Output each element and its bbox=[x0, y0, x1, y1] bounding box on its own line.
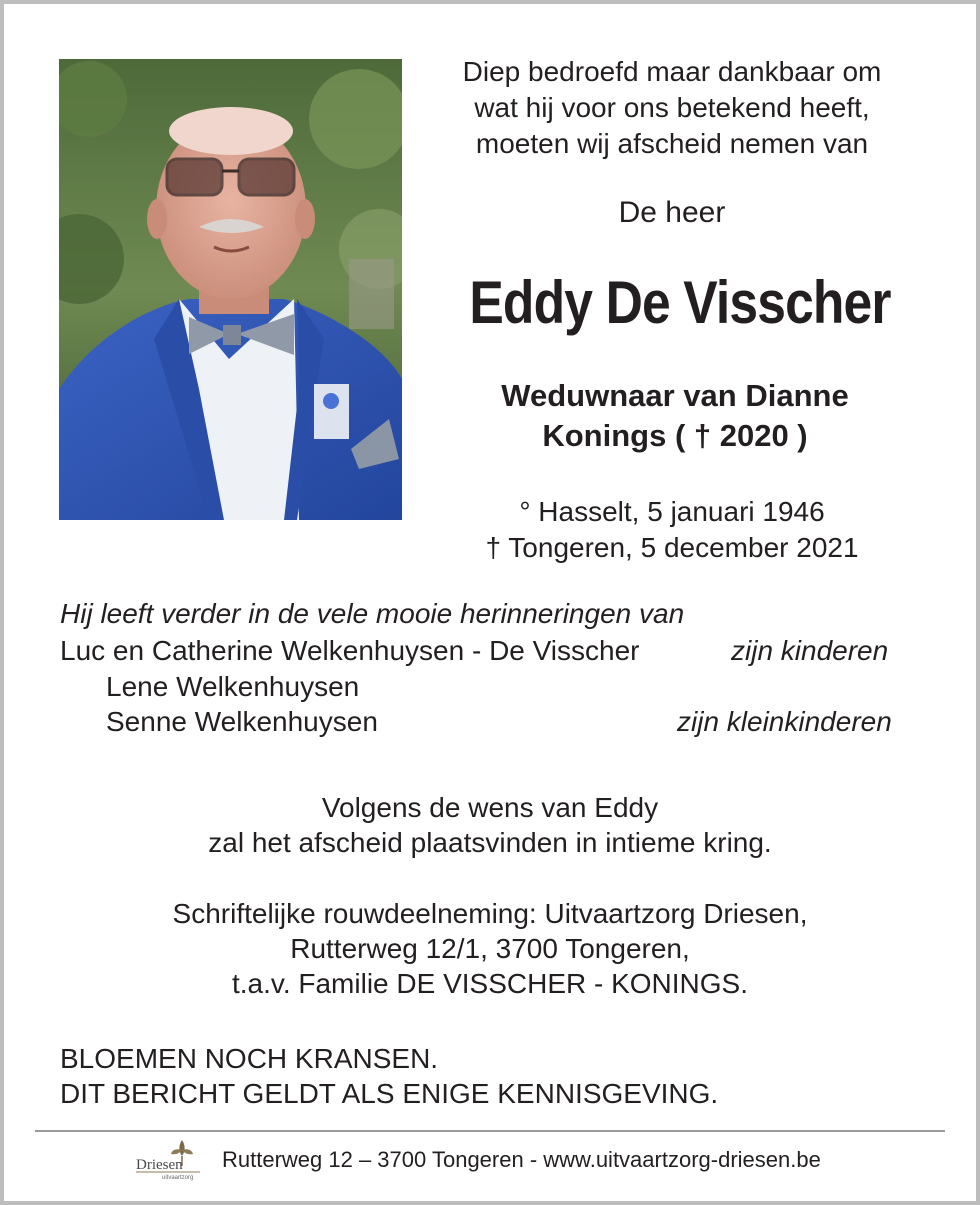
children-relation: zijn kinderen bbox=[731, 635, 889, 666]
honorific: De heer bbox=[618, 196, 726, 229]
closing-line-1: BLOEMEN NOCH KRANSEN. bbox=[60, 1043, 439, 1074]
driesen-logo bbox=[132, 1136, 204, 1182]
children-names: Luc en Catherine Welkenhuysen - De Visscher bbox=[60, 635, 640, 666]
condolence-line-3: t.a.v. Familie DE VISSCHER - KONINGS. bbox=[231, 968, 749, 999]
condolence-line-1: Schriftelijke rouwdeelneming: Uitvaartzorg Driesen, bbox=[172, 898, 808, 929]
footer-address: Rutterweg 12 – 3700 Tongeren - www.uitvaartzorg-driesen.be bbox=[222, 1147, 821, 1172]
intro-line-2: wat hij voor ons betekend heeft, bbox=[474, 92, 870, 123]
life-dates bbox=[412, 494, 932, 566]
logo-text: Driesen bbox=[136, 1157, 183, 1173]
intro-line-3: moeten wij afscheid nemen van bbox=[475, 128, 869, 159]
wish-text bbox=[0, 790, 980, 860]
footer-divider bbox=[35, 1130, 945, 1132]
deceased-name: Eddy De Visscher bbox=[469, 269, 891, 336]
condolence-line-2: Rutterweg 12/1, 3700 Tongeren, bbox=[290, 933, 690, 964]
birth-date: ° Hasselt, 5 januari 1946 bbox=[519, 496, 825, 527]
closing-line-2: DIT BERICHT GELDT ALS ENIGE KENNISGEVING. bbox=[60, 1078, 719, 1109]
wish-line-2: zal het afscheid plaatsvinden in intieme kring. bbox=[208, 827, 772, 858]
wish-line-1: Volgens de wens van Eddy bbox=[321, 792, 659, 823]
closing-notice bbox=[60, 1041, 718, 1111]
intro-line-1: Diep bedroefd maar dankbaar om bbox=[462, 56, 882, 87]
grandchild-2: Senne Welkenhuysen bbox=[106, 706, 378, 737]
grandchild-1: Lene Welkenhuysen bbox=[106, 671, 360, 702]
family-lead: Hij leeft verder in de vele mooie herinneringen van bbox=[60, 598, 685, 629]
condolence-text bbox=[0, 896, 980, 1001]
grandchildren-relation: zijn kleinkinderen bbox=[677, 706, 892, 737]
widow-line-2: Konings ( † 2020 ) bbox=[542, 418, 808, 453]
logo-subtext: uitvaartzorg bbox=[162, 1175, 194, 1181]
death-date: † Tongeren, 5 december 2021 bbox=[485, 532, 859, 563]
portrait-photo bbox=[59, 59, 402, 520]
widow-line-1: Weduwnaar van Dianne bbox=[501, 378, 849, 413]
widow-text bbox=[420, 376, 930, 456]
intro-text bbox=[422, 54, 922, 162]
